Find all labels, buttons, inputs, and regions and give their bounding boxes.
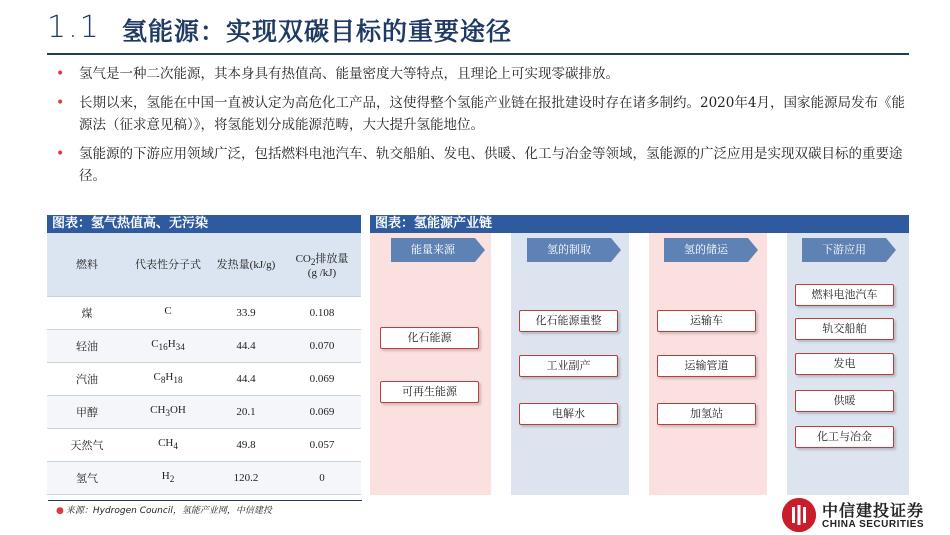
stage-energy-source: 能量来源 — [391, 238, 475, 262]
cell-formula: $C_8H_{18}$ — [127, 362, 209, 395]
source-note — [56, 503, 272, 516]
table-header-row — [47, 233, 361, 296]
cell-heat: 120.2 — [209, 461, 283, 494]
cell-fuel: 轻油 — [47, 329, 127, 362]
box-heating: 供暖 — [795, 390, 894, 412]
cell-formula: $H_2$ — [127, 461, 209, 494]
bullet-item — [54, 63, 914, 85]
col-heat: 发热量(kJ/g) — [209, 233, 283, 296]
cell-heat: 33.9 — [209, 296, 283, 329]
box-renewable-energy: 可再生能源 — [380, 381, 479, 403]
bullet-text: 长期以来，氢能在中国一直被认定为高危化工产品，这使得整个氢能产业链在报批建设时存在诸多制约。2020年4月，国家能源局发布《能源法（征求意见稿）》，将氢能划分成能源范畴，大大提升氢能地位。 — [79, 95, 905, 133]
bullet-dot-icon: • — [56, 95, 65, 111]
table-row — [47, 395, 361, 428]
cell-fuel: 氢气 — [47, 461, 127, 494]
cell-heat: 20.1 — [209, 395, 283, 428]
fuel-table — [47, 233, 361, 495]
table-row — [47, 362, 361, 395]
bullet-dot-icon: • — [56, 146, 65, 162]
cell-formula: C — [127, 296, 209, 329]
page-title: 氢能源：实现双碳目标的重要途径 — [122, 17, 513, 46]
box-hydrogen-station: 加氢站 — [657, 403, 756, 425]
cell-co2: 0 — [283, 461, 361, 494]
right-panel-title: 图表：氢能源产业链 — [370, 215, 909, 233]
cell-heat: 44.4 — [209, 329, 283, 362]
cell-fuel: 甲醇 — [47, 395, 127, 428]
source-dot-icon: ● — [56, 506, 64, 516]
brand-logo-icon — [782, 498, 816, 532]
table-row — [47, 296, 361, 329]
section-number: 1.1 — [47, 10, 101, 45]
box-fossil-reforming: 化石能源重整 — [519, 310, 618, 332]
cell-formula: $CH_3OH$ — [127, 395, 209, 428]
bullet-dot-icon: • — [56, 66, 65, 82]
stage-production: 氢的制取 — [527, 238, 611, 262]
cell-fuel: 汽油 — [47, 362, 127, 395]
box-transport-pipeline: 运输管道 — [657, 355, 756, 377]
box-electrolysis: 电解水 — [519, 403, 618, 425]
cell-co2: 0.070 — [283, 329, 361, 362]
table-row — [47, 329, 361, 362]
cell-fuel: 天然气 — [47, 428, 127, 461]
col-fuel: 燃料 — [47, 233, 127, 296]
arrow-right-icon — [748, 238, 758, 262]
title-divider — [47, 53, 909, 55]
column-energy-source — [370, 233, 491, 495]
stage-application: 下游应用 — [802, 238, 886, 262]
box-power-generation: 发电 — [795, 353, 894, 375]
cell-co2: 0.057 — [283, 428, 361, 461]
arrow-right-icon — [886, 238, 896, 262]
col-co2 — [283, 233, 361, 296]
source-divider — [48, 500, 362, 501]
cell-formula: $CH_4$ — [127, 428, 209, 461]
brand-logo-mark — [782, 498, 816, 532]
box-chemical-metallurgy: 化工与冶金 — [795, 426, 894, 448]
co2-suffix: 排放量 — [315, 252, 349, 265]
table-row — [47, 428, 361, 461]
brand-name-cn: 中信建投证券 — [822, 501, 925, 520]
bullet-item — [54, 92, 914, 136]
bullet-text: 氢气是一种二次能源，其本身具有热值高、能量密度大等特点，且理论上可实现零碳排放。 — [79, 66, 619, 82]
box-fuel-cell-vehicle: 燃料电池汽车 — [795, 284, 894, 306]
cell-fuel: 煤 — [47, 296, 127, 329]
bullet-list — [54, 63, 914, 194]
box-fossil-energy: 化石能源 — [380, 327, 479, 349]
co2-prefix: CO — [295, 252, 311, 265]
table-row — [47, 461, 361, 494]
col-formula: 代表性分子式 — [127, 233, 209, 296]
cell-co2: 0.069 — [283, 362, 361, 395]
brand-name-en: CHINA SECURITIES — [822, 519, 925, 530]
co2-sub: 2 — [310, 256, 316, 267]
stage-storage: 氢的储运 — [664, 238, 748, 262]
cell-formula: $C_{16}H_{34}$ — [127, 329, 209, 362]
cell-co2: 0.108 — [283, 296, 361, 329]
cell-co2: 0.069 — [283, 395, 361, 428]
box-industrial-byproduct: 工业副产 — [519, 355, 618, 377]
co2-unit: (g /kJ) — [307, 266, 337, 279]
box-rail-ship: 轨交船舶 — [795, 318, 894, 340]
cell-heat: 44.4 — [209, 362, 283, 395]
left-panel-title: 图表：氢气热值高、无污染 — [47, 215, 361, 233]
box-transport-truck: 运输车 — [657, 310, 756, 332]
arrow-right-icon — [611, 238, 621, 262]
cell-heat: 49.8 — [209, 428, 283, 461]
arrow-right-icon — [475, 238, 485, 262]
source-text: 来源：Hydrogen Council，氢能产业网，中信建投 — [65, 506, 272, 516]
bullet-text: 氢能源的下游应用领域广泛，包括燃料电池汽车、轨交船舶、发电、供暖、化工与冶金等领域，氢能源的广泛应用是实现双碳目标的重要途径。 — [79, 146, 903, 184]
bullet-item — [54, 143, 914, 187]
